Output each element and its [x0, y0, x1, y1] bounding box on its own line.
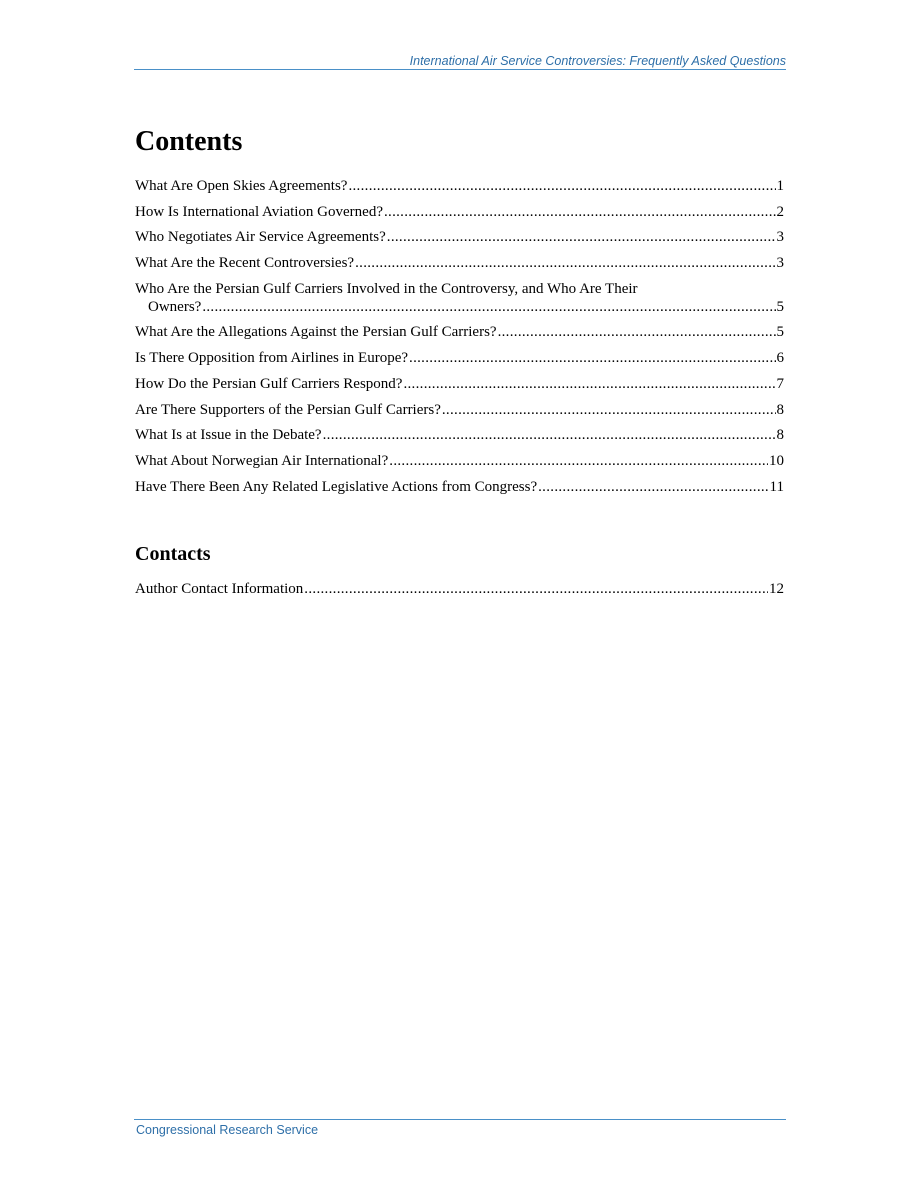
toc-page-number: 8: [776, 427, 784, 444]
toc-entry-title: Author Contact Information: [135, 581, 304, 597]
toc-page-number: 7: [776, 375, 784, 392]
toc-entry-supporters[interactable]: [135, 401, 784, 419]
toc-entry-europe-opposition[interactable]: [135, 349, 784, 367]
dot-leader: [202, 298, 775, 316]
toc-entry-legislative-actions[interactable]: [135, 478, 784, 496]
dot-leader: [498, 323, 776, 341]
toc-entry-gulf-carriers-owners[interactable]: [135, 280, 784, 316]
dot-leader: [384, 203, 776, 221]
contents-heading: Contents: [135, 126, 243, 157]
toc-entry-recent-controversies[interactable]: [135, 254, 784, 272]
toc-page-number: 3: [776, 255, 784, 272]
toc-page-number: 3: [776, 229, 784, 246]
toc-entry-title: Have There Been Any Related Legislative Actions from Congress?: [135, 478, 538, 495]
toc-entry-title: Who Negotiates Air Service Agreements?: [135, 229, 386, 246]
toc-page-number: 5: [776, 298, 784, 315]
toc-entry-norwegian-air[interactable]: [135, 452, 784, 470]
toc-page-number: 6: [776, 350, 784, 367]
dot-leader: [403, 375, 775, 393]
toc-entry-author-contact[interactable]: [135, 580, 784, 598]
toc-entry-title: Is There Opposition from Airlines in Europe?: [135, 350, 409, 367]
footer-organization: Congressional Research Service: [136, 1123, 319, 1137]
toc-entry-open-skies[interactable]: [135, 177, 784, 195]
toc-entry-title: How Is International Aviation Governed?: [135, 203, 383, 220]
toc-page-number: 11: [769, 478, 784, 495]
toc-entry-title-line2: Owners?: [148, 298, 202, 315]
toc-page-number: 8: [776, 401, 784, 418]
table-of-contents: [135, 177, 784, 503]
dot-leader: [387, 228, 776, 246]
dot-leader: [389, 452, 768, 470]
dot-leader: [323, 426, 776, 444]
toc-entry-gulf-response[interactable]: [135, 375, 784, 393]
toc-page-number: 10: [769, 452, 784, 469]
dot-leader: [409, 349, 775, 367]
dot-leader: [442, 401, 776, 419]
running-footer: [134, 1119, 786, 1137]
contacts-list: [135, 580, 784, 606]
toc-entry-title-line1: Who Are the Persian Gulf Carriers Involved in the Controversy, and Who Are Their: [135, 280, 638, 297]
toc-entry-title: What Are the Recent Controversies?: [135, 255, 355, 272]
dot-leader: [348, 177, 775, 195]
toc-entry-title: What About Norwegian Air International?: [135, 452, 389, 469]
toc-entry-negotiators[interactable]: [135, 228, 784, 246]
toc-entry-allegations[interactable]: [135, 323, 784, 341]
contacts-heading: Contacts: [135, 543, 211, 565]
toc-entry-title: What Are the Allegations Against the Persian Gulf Carriers?: [135, 324, 497, 341]
toc-entry-title: What Are Open Skies Agreements?: [135, 178, 348, 194]
toc-page-number: 12: [769, 581, 784, 597]
dot-leader: [304, 580, 768, 598]
toc-page-number: 1: [776, 178, 784, 194]
toc-page-number: 5: [776, 324, 784, 341]
running-header: [134, 54, 786, 70]
toc-entry-title: How Do the Persian Gulf Carriers Respond?: [135, 375, 403, 392]
dot-leader: [538, 478, 768, 496]
running-header-title: International Air Service Controversies: Frequently Asked Questions: [409, 54, 786, 68]
dot-leader: [355, 254, 775, 272]
toc-entry-issue-debate[interactable]: [135, 426, 784, 444]
toc-entry-title: What Is at Issue in the Debate?: [135, 427, 322, 444]
toc-page-number: 2: [776, 203, 784, 220]
toc-entry-title: Are There Supporters of the Persian Gulf Carriers?: [135, 401, 441, 418]
toc-entry-governance[interactable]: [135, 203, 784, 221]
